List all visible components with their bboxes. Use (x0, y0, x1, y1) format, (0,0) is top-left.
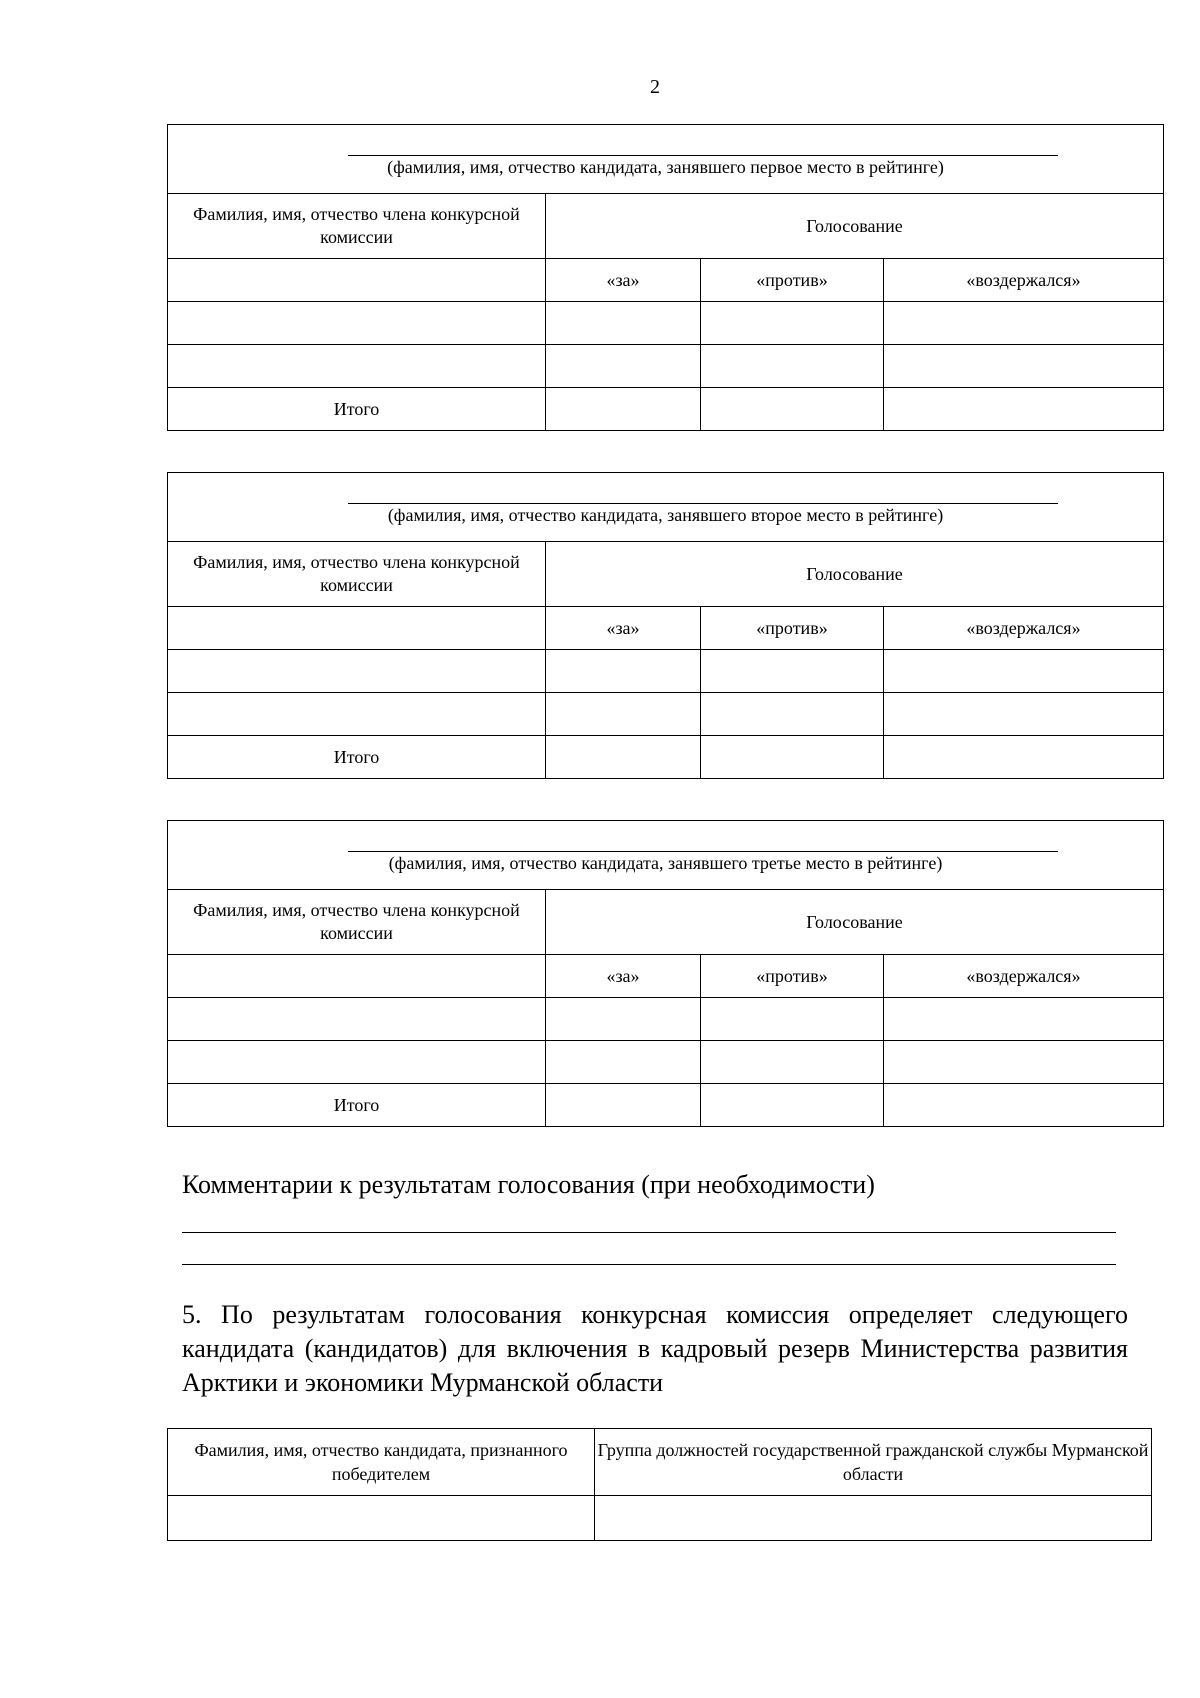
for-cell[interactable] (546, 345, 701, 388)
abstained-cell[interactable] (884, 650, 1164, 693)
abstained-cell[interactable] (884, 345, 1164, 388)
winner-name-header: Фамилия, имя, отчество кандидата, признанного победителем (168, 1429, 595, 1496)
position-group-header: Группа должностей государственной гражданской службы Мурманской области (595, 1429, 1152, 1496)
for-cell[interactable] (546, 650, 701, 693)
empty-cell[interactable] (168, 955, 546, 998)
candidate-name-cell[interactable] (168, 473, 1164, 542)
against-cell[interactable] (701, 1041, 884, 1084)
vote-table-first-place (167, 124, 1164, 431)
empty-cell[interactable] (168, 259, 546, 302)
candidate-name-cell[interactable] (168, 821, 1164, 890)
table-row (168, 345, 1164, 388)
page-number: 2 (650, 76, 660, 98)
against-header: «против» (701, 259, 884, 302)
for-total-cell[interactable] (546, 736, 701, 779)
against-cell[interactable] (701, 302, 884, 345)
abstained-header: «воздержался» (884, 259, 1164, 302)
for-total-cell[interactable] (546, 1084, 701, 1127)
total-row (168, 1084, 1164, 1127)
candidate-caption: (фамилия, имя, отчество кандидата, занявшего третье место в рейтинге) (388, 853, 943, 873)
against-cell[interactable] (701, 693, 884, 736)
for-cell[interactable] (546, 1041, 701, 1084)
candidate-name-line (348, 851, 1058, 852)
against-cell[interactable] (701, 650, 884, 693)
against-cell[interactable] (701, 998, 884, 1041)
vote-table-third-place (167, 820, 1164, 1127)
for-header: «за» (546, 607, 701, 650)
against-header: «против» (701, 955, 884, 998)
table-row (168, 650, 1164, 693)
against-total-cell[interactable] (701, 388, 884, 431)
member-cell[interactable] (168, 1041, 546, 1084)
abstained-cell[interactable] (884, 693, 1164, 736)
member-cell[interactable] (168, 345, 546, 388)
candidate-name-line (348, 503, 1058, 504)
table-row (168, 1496, 1152, 1541)
member-header: Фамилия, имя, отчество члена конкурсной комиссии (168, 194, 546, 259)
against-cell[interactable] (701, 345, 884, 388)
abstained-total-cell[interactable] (884, 736, 1164, 779)
member-cell[interactable] (168, 998, 546, 1041)
vote-table-second-place (167, 472, 1164, 779)
against-total-cell[interactable] (701, 736, 884, 779)
abstained-header: «воздержался» (884, 607, 1164, 650)
candidate-caption: (фамилия, имя, отчество кандидата, занявшего второе место в рейтинге) (387, 505, 944, 525)
table-row (168, 693, 1164, 736)
member-header: Фамилия, имя, отчество члена конкурсной комиссии (168, 890, 546, 955)
voting-header: Голосование (546, 542, 1164, 607)
against-header: «против» (701, 607, 884, 650)
abstained-cell[interactable] (884, 1041, 1164, 1084)
comment-line[interactable] (182, 1232, 1116, 1233)
member-cell[interactable] (168, 302, 546, 345)
abstained-total-cell[interactable] (884, 1084, 1164, 1127)
for-total-cell[interactable] (546, 388, 701, 431)
for-cell[interactable] (546, 998, 701, 1041)
total-label: Итого (168, 1084, 546, 1127)
total-label: Итого (168, 388, 546, 431)
abstained-total-cell[interactable] (884, 388, 1164, 431)
total-row (168, 736, 1164, 779)
for-cell[interactable] (546, 302, 701, 345)
candidate-name-cell[interactable] (168, 125, 1164, 194)
for-header: «за» (546, 955, 701, 998)
member-cell[interactable] (168, 693, 546, 736)
position-group-cell[interactable] (595, 1496, 1152, 1541)
table-row (168, 1041, 1164, 1084)
member-cell[interactable] (168, 650, 546, 693)
voting-header: Голосование (546, 890, 1164, 955)
abstained-cell[interactable] (884, 998, 1164, 1041)
member-header: Фамилия, имя, отчество члена конкурсной комиссии (168, 542, 546, 607)
abstained-cell[interactable] (884, 302, 1164, 345)
comment-line[interactable] (182, 1264, 1116, 1265)
abstained-header: «воздержался» (884, 955, 1164, 998)
against-total-cell[interactable] (701, 1084, 884, 1127)
table-row (168, 302, 1164, 345)
winner-table (167, 1428, 1152, 1541)
section-5-text: 5. По результатам голосования конкурсная комиссия определяет следующего кандидата (кандидатов) для включения в кадровый резерв Министерства развития Арктики и экономики Мурманской области (182, 1300, 1128, 1397)
table-row (168, 998, 1164, 1041)
empty-cell[interactable] (168, 607, 546, 650)
candidate-name-line (348, 155, 1058, 156)
for-header: «за» (546, 259, 701, 302)
candidate-caption: (фамилия, имя, отчество кандидата, занявшего первое место в рейтинге) (387, 157, 944, 177)
winner-name-cell[interactable] (168, 1496, 595, 1541)
voting-header: Голосование (546, 194, 1164, 259)
total-row (168, 388, 1164, 431)
total-label: Итого (168, 736, 546, 779)
comments-title: Комментарии к результатам голосования (при необходимости) (182, 1170, 875, 1199)
for-cell[interactable] (546, 693, 701, 736)
